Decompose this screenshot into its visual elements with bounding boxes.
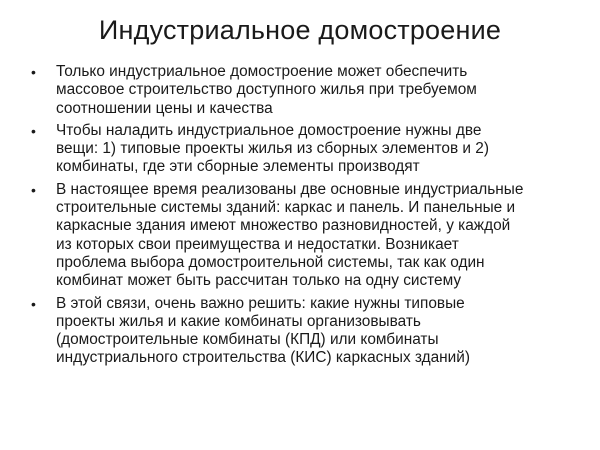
bullet-text: Чтобы наладить индустриальное домостроение нужны две вещи: 1) типовые проекты жилья из сборных элементов и 2) комбинаты, где эти сборные элементы производят [56, 121, 489, 176]
bullet-text: Только индустриальное домостроение может обеспечить массовое строительство доступного жилья при требуемом соотношении цены и качества [56, 63, 477, 117]
bullet-dot-icon: • [31, 295, 36, 312]
bullet-item [28, 181, 584, 291]
bullet-item [28, 63, 584, 118]
bullet-dot-icon: • [31, 181, 36, 198]
bullet-dot-icon: • [31, 64, 36, 80]
bullet-dot-icon: • [31, 122, 36, 139]
bullet-text: В настоящее время реализованы две основные индустриальные строительные системы зданий: каркас и панель. И панельные и каркасные здания имеют множество разновидностей, у каждой из которых свои преимущества и недостатки. Возникает проблема выбора домостроительной системы, так как один комбинат может быть рассчитан только на одну систему [56, 180, 524, 290]
bullet-item [28, 122, 584, 177]
bullet-text: В этой связи, очень важно решить: какие нужны типовые проекты жилья и какие комбинаты организовывать (домостроительные комбинаты (КПД) или комбинаты индустриального строительства (КИС) каркасных зданий) [56, 294, 470, 367]
bullet-list [28, 63, 584, 372]
bullet-item [28, 295, 584, 368]
slide-title: Индустриальное домостроение [98, 15, 502, 45]
